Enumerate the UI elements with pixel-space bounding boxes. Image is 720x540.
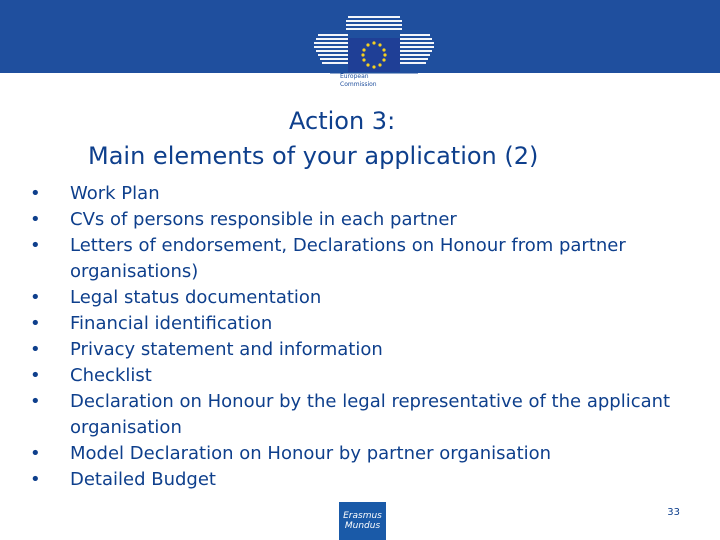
list-item — [30, 467, 690, 493]
bullet-icon: • — [30, 339, 41, 360]
page-number: 33 — [667, 507, 680, 518]
list-item — [30, 233, 690, 285]
list-item-text: CVs of persons responsible in each partner — [70, 209, 457, 230]
list-item-text: Model Declaration on Honour by partner organisation — [70, 443, 552, 464]
list-item-text: Letters of endorsement, Declarations on Honour from partner organisations) — [70, 235, 626, 282]
list-item — [30, 311, 690, 337]
org-line2: Commission — [340, 81, 377, 88]
list-item — [30, 363, 690, 389]
list-item — [30, 337, 690, 363]
bullet-icon: • — [30, 365, 41, 386]
list-item-text: Detailed Budget — [70, 469, 216, 490]
bullet-icon: • — [30, 391, 41, 412]
badge-line2: Mundus — [344, 521, 381, 531]
european-commission-label — [340, 73, 377, 89]
title-line1: Action 3: — [289, 107, 396, 135]
erasmus-mundus-badge — [339, 502, 386, 540]
list-item — [30, 389, 690, 441]
list-item — [30, 285, 690, 311]
title-line2: Main elements of your application (2) — [88, 142, 539, 170]
bullet-icon: • — [30, 313, 41, 334]
list-item-text: Checklist — [70, 365, 152, 386]
bullet-icon: • — [30, 183, 41, 204]
list-item-text: Privacy statement and information — [70, 339, 383, 360]
bullet-icon: • — [30, 287, 41, 308]
page-title — [0, 104, 720, 174]
badge-line1: Erasmus — [343, 511, 382, 521]
bullet-list — [30, 181, 690, 493]
list-item-text: Financial identification — [70, 313, 273, 334]
org-line1: European — [340, 73, 369, 80]
list-item — [30, 441, 690, 467]
bullet-icon: • — [30, 209, 41, 230]
list-item-text: Work Plan — [70, 183, 160, 204]
bullet-icon: • — [30, 235, 41, 256]
list-item-text: Legal status documentation — [70, 287, 322, 308]
bullet-icon: • — [30, 443, 41, 464]
list-item — [30, 207, 690, 233]
list-item — [30, 181, 690, 207]
list-item-text: Declaration on Honour by the legal representative of the applicant organisation — [70, 391, 671, 438]
bullet-icon: • — [30, 469, 41, 490]
